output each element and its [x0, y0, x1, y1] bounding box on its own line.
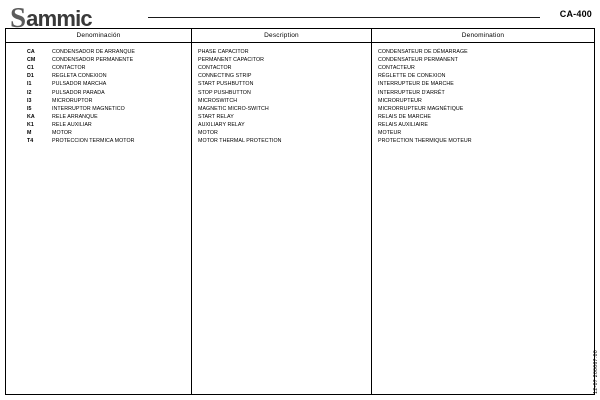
table-row [372, 105, 594, 113]
component-label: AUXILIARY RELAY [198, 121, 245, 128]
logo-wordmark: ammic [26, 5, 92, 31]
component-label: CONDENSATEUR PERMANENT [378, 57, 458, 64]
header-divider-line [148, 17, 540, 18]
component-label: MICRORUPTOR [52, 97, 93, 104]
component-label: MAGNETIC MICRO-SWITCH [198, 105, 269, 112]
table-row [6, 129, 191, 137]
column-spanish [6, 29, 192, 394]
table-row [372, 121, 594, 129]
component-label: MOTOR THERMAL PROTECTION [198, 138, 282, 145]
table-row [6, 97, 191, 105]
table-row [192, 64, 371, 72]
component-label: CONDENSADOR DE ARRANQUE [52, 49, 135, 56]
component-code: I5 [27, 105, 32, 112]
component-label: CONTACTOR [198, 65, 232, 72]
component-label: MICRORRUPTEUR MAGNÉTIQUE [378, 105, 464, 112]
table-row [372, 56, 594, 64]
component-code: D1 [27, 73, 34, 80]
column-body-french [372, 43, 594, 145]
row-list-spanish [6, 48, 191, 145]
component-label: CONTACTEUR [378, 65, 415, 72]
table-row [6, 48, 191, 56]
component-label: PULSADOR MARCHA [52, 81, 107, 88]
component-label: MOTEUR [378, 129, 402, 136]
component-label: PROTECTION THERMIQUE MOTEUR [378, 138, 472, 145]
component-label: RELE AUXILIAR [52, 121, 92, 128]
table-row [372, 48, 594, 56]
component-code: I1 [27, 81, 32, 88]
table-row [372, 113, 594, 121]
component-code: T4 [27, 138, 34, 145]
component-label: INTERRUPTEUR DE MARCHE [378, 81, 454, 88]
component-label: INTERRUPTEUR D'ARRÊT [378, 89, 445, 96]
component-label: RÉGLETTE DE CONEXION [378, 73, 446, 80]
column-header-spanish: Denominación [6, 29, 191, 43]
table-row [6, 121, 191, 129]
column-body-spanish [6, 43, 191, 145]
table-row [372, 129, 594, 137]
table-row [372, 97, 594, 105]
table-row [6, 72, 191, 80]
table-row [192, 137, 371, 145]
table-row [372, 64, 594, 72]
component-label: REGLETA CONEXION [52, 73, 107, 80]
table-row [192, 72, 371, 80]
row-list-english [192, 48, 371, 145]
component-label: RELAIS DE MARCHE [378, 113, 431, 120]
component-label: PHASE CAPACITOR [198, 49, 249, 56]
component-label: PROTECCION TERMICA MOTOR [52, 138, 135, 145]
component-label: CONDENSATEUR DE DÉMARRAGE [378, 49, 468, 56]
column-header-english: Description [192, 29, 371, 43]
component-code: C1 [27, 65, 34, 72]
component-label: START RELAY [198, 113, 234, 120]
component-code: CM [27, 57, 36, 64]
table-row [192, 80, 371, 88]
table-row [192, 129, 371, 137]
table-row [192, 97, 371, 105]
table-row [6, 88, 191, 96]
row-list-french [372, 48, 594, 145]
component-label: MICROSWITCH [198, 97, 238, 104]
table-row [6, 113, 191, 121]
column-french [372, 29, 594, 394]
table-row [6, 105, 191, 113]
legend-table [6, 29, 594, 394]
component-code: M [27, 129, 32, 136]
component-label: CONDENSADOR PERMANENTE [52, 57, 134, 64]
table-row [192, 113, 371, 121]
column-header-french: Denomination [372, 29, 594, 43]
table-row [192, 56, 371, 64]
table-row [6, 56, 191, 64]
column-english [192, 29, 372, 394]
component-label: PERMANENT CAPACITOR [198, 57, 264, 64]
table-row [6, 137, 191, 145]
logo-initial: S [10, 2, 26, 34]
component-code: K1 [27, 121, 34, 128]
component-label: CONTACTOR [52, 65, 86, 72]
table-row [6, 80, 191, 88]
component-code: KA [27, 113, 35, 120]
table-row [192, 121, 371, 129]
column-body-english [192, 43, 371, 145]
table-row [192, 105, 371, 113]
component-label: RELE ARRANQUE [52, 113, 98, 120]
component-label: INTERRUPTOR MAGNETICO [52, 105, 125, 112]
table-row [372, 137, 594, 145]
document-code: CA-400 [559, 9, 592, 19]
component-label: MICRORUPTEUR [378, 97, 422, 104]
component-label: RELAIS AUXILIAIRE [378, 121, 429, 128]
table-row [192, 48, 371, 56]
component-label: START PUSHBUTTON [198, 81, 254, 88]
table-row [192, 88, 371, 96]
table-row [372, 80, 594, 88]
table-row [372, 72, 594, 80]
component-label: MOTOR [52, 129, 72, 136]
component-label: MOTOR [198, 129, 218, 136]
component-code: CA [27, 49, 35, 56]
component-label: PULSADOR PARADA [52, 89, 105, 96]
component-label: STOP PUSHBUTTON [198, 89, 251, 96]
table-row [6, 64, 191, 72]
revision-code: 12-07 200667.00 [593, 350, 599, 394]
component-label: CONNECTING STRIP [198, 73, 252, 80]
component-code: I3 [27, 97, 32, 104]
component-code: I2 [27, 89, 32, 96]
table-row [372, 88, 594, 96]
